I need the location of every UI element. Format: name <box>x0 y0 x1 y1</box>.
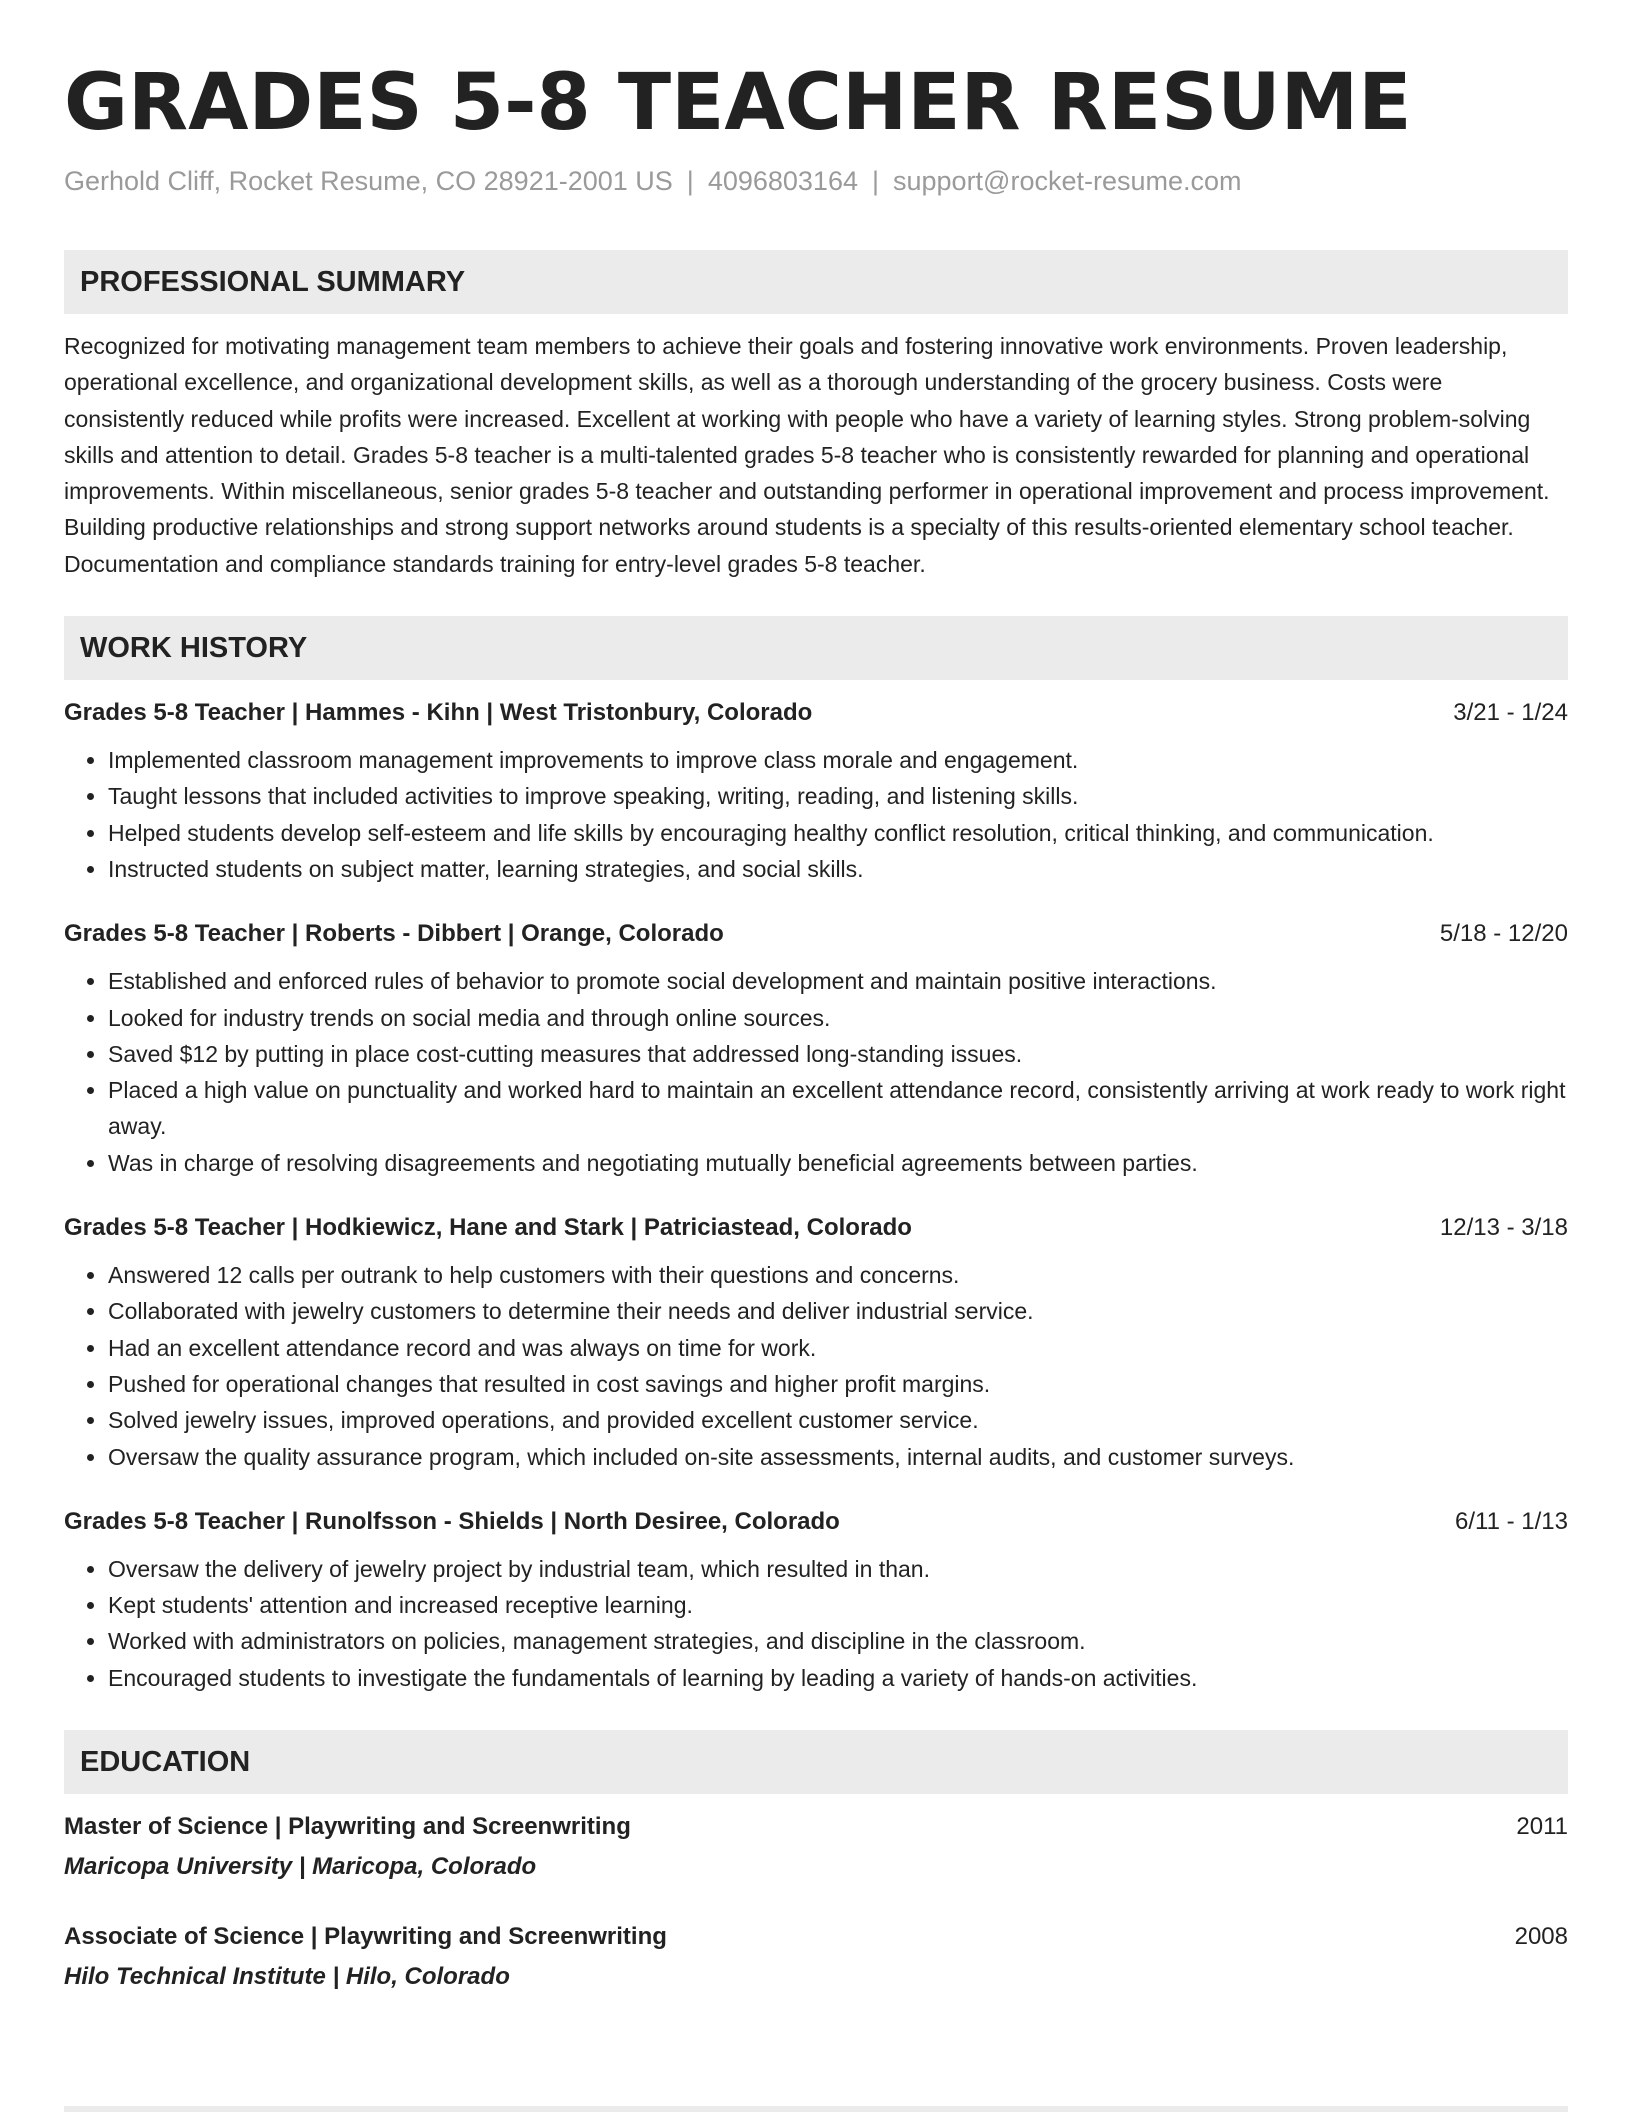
section-header-summary: PROFESSIONAL SUMMARY <box>64 250 1568 314</box>
job-bullet: • Worked with administrators on policies, management strategies, and discipline in the classroom. <box>108 1623 1568 1659</box>
job-bullet: • Helped students develop self-esteem and life skills by encouraging healthy conflict resolution, critical thinking, and communication. <box>108 815 1568 851</box>
job-bullets <box>64 963 1568 1181</box>
education-year: 2008 <box>1514 1923 1568 1951</box>
resume-page <box>64 56 1568 1994</box>
job-heading: Grades 5-8 Teacher | Roberts - Dibbert | Orange, Colorado <box>64 920 724 948</box>
job-bullet: • Established and enforced rules of behavior to promote social development and maintain positive interactions. <box>108 963 1568 999</box>
job-bullet: • Instructed students on subject matter, learning strategies, and social skills. <box>108 851 1568 887</box>
job-heading: Grades 5-8 Teacher | Hodkiewicz, Hane and Stark | Patriciastead, Colorado <box>64 1214 912 1242</box>
job-bullets <box>64 1551 1568 1696</box>
education-header <box>64 1920 1568 1954</box>
resume-title: GRADES 5-8 TEACHER RESUME <box>64 58 1412 148</box>
education-header <box>64 1810 1568 1844</box>
job-bullet: • Oversaw the delivery of jewelry project by industrial team, which resulted in than. <box>108 1551 1568 1587</box>
job-bullet: • Placed a high value on punctuality and worked hard to maintain an excellent attendance record, consistently arriving at work ready to work right away. <box>108 1072 1568 1145</box>
job-dates: 12/13 - 3/18 <box>1439 1214 1568 1242</box>
education-degree: Associate of Science | Playwriting and Screenwriting <box>64 1923 667 1951</box>
job-bullet: • Kept students' attention and increased receptive learning. <box>108 1587 1568 1623</box>
job-bullet: • Pushed for operational changes that resulted in cost savings and higher profit margins. <box>108 1366 1568 1402</box>
education-entry <box>64 1920 1568 1994</box>
job-bullets <box>64 742 1568 887</box>
job-bullet: • Oversaw the quality assurance program, which included on-site assessments, internal audits, and customer surveys. <box>108 1439 1568 1475</box>
job-entry <box>64 696 1568 887</box>
education-school: Maricopa University | Maricopa, Colorado <box>64 1853 537 1881</box>
education-entry <box>64 1810 1568 1884</box>
contact-address: Gerhold Cliff, Rocket Resume, CO 28921-2001 US <box>64 166 673 196</box>
job-bullet: • Looked for industry trends on social media and through online sources. <box>108 1000 1568 1036</box>
education-degree: Master of Science | Playwriting and Screenwriting <box>64 1813 631 1841</box>
job-bullet: • Was in charge of resolving disagreements and negotiating mutually beneficial agreements between parties. <box>108 1145 1568 1181</box>
education-school: Hilo Technical Institute | Hilo, Colorado <box>64 1963 510 1991</box>
job-dates: 6/11 - 1/13 <box>1455 1507 1568 1535</box>
job-bullet: • Taught lessons that included activities to improve speaking, writing, reading, and listening skills. <box>108 778 1568 814</box>
education-year: 2011 <box>1516 1813 1568 1841</box>
section-header-work-history: WORK HISTORY <box>64 616 1568 680</box>
contact-separator: | <box>871 166 879 196</box>
job-dates: 3/21 - 1/24 <box>1453 699 1568 727</box>
next-section-header-edge <box>64 2106 1568 2112</box>
job-header <box>64 1211 1568 1245</box>
job-entry <box>64 917 1568 1181</box>
job-heading: Grades 5-8 Teacher | Runolfsson - Shields | North Desiree, Colorado <box>64 1507 840 1535</box>
job-header <box>64 1505 1568 1539</box>
job-bullets <box>64 1257 1568 1475</box>
job-bullet: • Implemented classroom management improvements to improve class morale and engagement. <box>108 742 1568 778</box>
contact-separator: | <box>686 166 694 196</box>
job-entry <box>64 1211 1568 1475</box>
job-bullet: • Had an excellent attendance record and was always on time for work. <box>108 1330 1568 1366</box>
job-dates: 5/18 - 12/20 <box>1439 920 1568 948</box>
job-bullet: • Collaborated with jewelry customers to determine their needs and deliver industrial service. <box>108 1293 1568 1329</box>
job-heading: Grades 5-8 Teacher | Hammes - Kihn | West Tristonbury, Colorado <box>64 699 813 727</box>
contact-line <box>64 164 1568 198</box>
job-bullet: • Saved $12 by putting in place cost-cutting measures that addressed long-standing issues. <box>108 1036 1568 1072</box>
contact-phone: 4096803164 <box>707 166 858 196</box>
section-header-education: EDUCATION <box>64 1730 1568 1794</box>
job-header <box>64 696 1568 730</box>
job-bullet: • Encouraged students to investigate the fundamentals of learning by leading a variety of hands-on activities. <box>108 1660 1568 1696</box>
job-entry <box>64 1505 1568 1696</box>
contact-email[interactable]: support@rocket-resume.com <box>893 166 1242 196</box>
job-bullet: • Solved jewelry issues, improved operations, and provided excellent customer service. <box>108 1402 1568 1438</box>
summary-text: Recognized for motivating management team members to achieve their goals and fostering innovative work environments. Proven leadership, operational excellence, and organizational development skills, as well as a thorough understanding of the grocery business. Costs were consistently reduced while profits were increased. Excellent at working with people who have a variety of learning styles. Strong problem-solving skills and attention to detail. Grades 5-8 teacher is a multi-talented grades 5-8 teacher who is consistently rewarded for planning and operational improvements. Within miscellaneous, senior grades 5-8 teacher and outstanding performer in operational improvement and process improvement. Building productive relationships and strong support networks around students is a specialty of this results-oriented elementary school teacher. Documentation and compliance standards training for entry-level grades 5-8 teacher. <box>64 333 1550 577</box>
job-header <box>64 917 1568 951</box>
job-bullet: • Answered 12 calls per outrank to help customers with their questions and concerns. <box>108 1257 1568 1293</box>
